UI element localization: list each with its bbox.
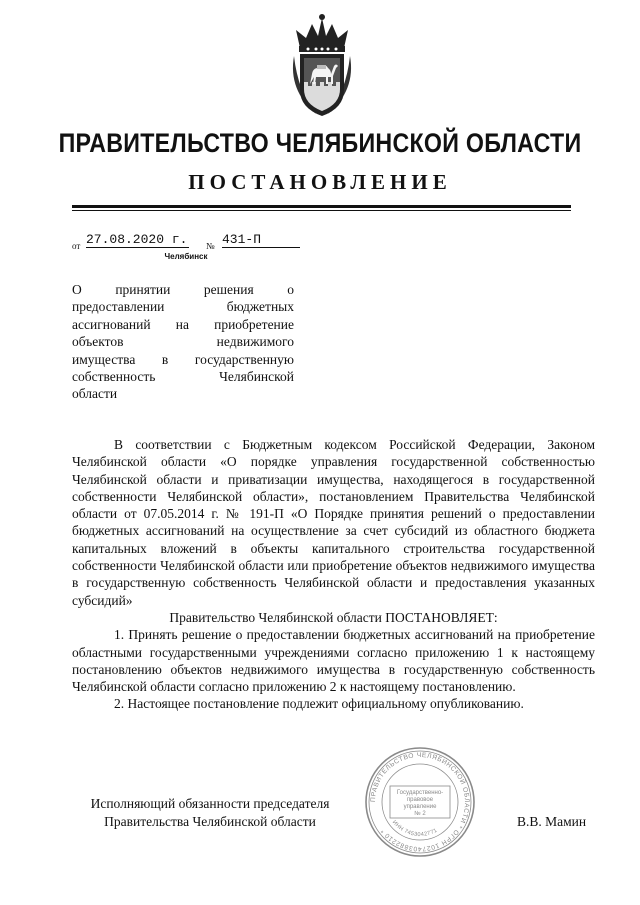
subject-line: объектов недвижимого xyxy=(72,334,294,350)
svg-text:ИНН 7453042771 xyxy=(391,819,439,838)
government-title: ПРАВИТЕЛЬСТВО ЧЕЛЯБИНСКОЙ ОБЛАСТИ xyxy=(58,128,582,158)
document-meta xyxy=(72,232,312,266)
coat-of-arms-icon xyxy=(286,12,358,120)
seal-center-text: управление xyxy=(403,804,437,810)
seal-inn-text: ИНН 7453042771 xyxy=(390,819,439,839)
signatory-position-line: Исполняющий обязанности председателя xyxy=(90,796,330,811)
document-body xyxy=(72,436,595,713)
header-rule-thick xyxy=(72,205,571,208)
clause-1: 1. Принять решение о предоставлении бюджетных ассигнований на приобретение областными государственными учреждениями согласно приложению 1 к настоящему постановлению объектов недвижимого имущества в государственную собственность Челябинской области согласно приложению 2 к настоящему постановлению. xyxy=(72,627,595,695)
number-label: № xyxy=(206,241,215,251)
resolution-heading: Правительство Челябинской области ПОСТАНОВЛЯЕТ: xyxy=(169,609,498,625)
preamble-paragraph: В соответствии с Бюджетным кодексом Российской Федерации, Законом Челябинской области «О порядке управления государственной собственностью Челябинской области и приватизации имущества, находящегося в государственной собственности Челябинской области», постановлением Правительства Челябинской области от 07.05.2014 г. № 191-П «О Порядке принятия решений о предоставлении бюджетных ассигнований на осуществление за счет субсидий из областного бюджета капитальных вложений в объекты капитального строительства государственной собственности Челябинской области или приобретение объектов недвижимого имущества в государственную собственность Челябинской области и предоставления указанных субсидий» xyxy=(72,437,595,608)
subject-line: имущества в государственную xyxy=(72,351,294,367)
signatory-position-line: Правительства Челябинской области xyxy=(104,814,316,829)
city-name: Челябинск xyxy=(164,252,208,261)
signatory-name: В.В. Мамин xyxy=(517,814,587,829)
clause-2: 2. Настоящее постановление подлежит официальному опубликованию. xyxy=(114,696,524,712)
subject-line: предоставлении бюджетных xyxy=(72,299,294,315)
subject-line: собственность Челябинской xyxy=(72,369,294,385)
seal-center-text: № 2 xyxy=(414,811,426,817)
seal-center-text: правовое xyxy=(406,797,434,803)
subject-line: ассигнований на приобретение xyxy=(72,316,294,332)
seal-center-text: Государственно- xyxy=(396,790,444,796)
subject-line: О принятии решения о xyxy=(72,282,294,297)
subject-line: области xyxy=(72,386,118,402)
official-seal xyxy=(364,746,476,858)
seal-ring-text: ПРАВИТЕЛЬСТВО ЧЕЛЯБИНСКОЙ ОБЛАСТИ * ОГРН 1027403882210 * xyxy=(369,751,471,853)
document-number: 431-П xyxy=(222,232,300,248)
document-type-title: ПОСТАНОВЛЕНИЕ xyxy=(188,170,452,194)
header-rule-thin xyxy=(72,210,571,211)
signatory-position xyxy=(70,795,350,831)
document-subject xyxy=(72,281,294,403)
document-date: 27.08.2020 г. xyxy=(86,232,188,247)
date-label: от xyxy=(72,241,81,251)
